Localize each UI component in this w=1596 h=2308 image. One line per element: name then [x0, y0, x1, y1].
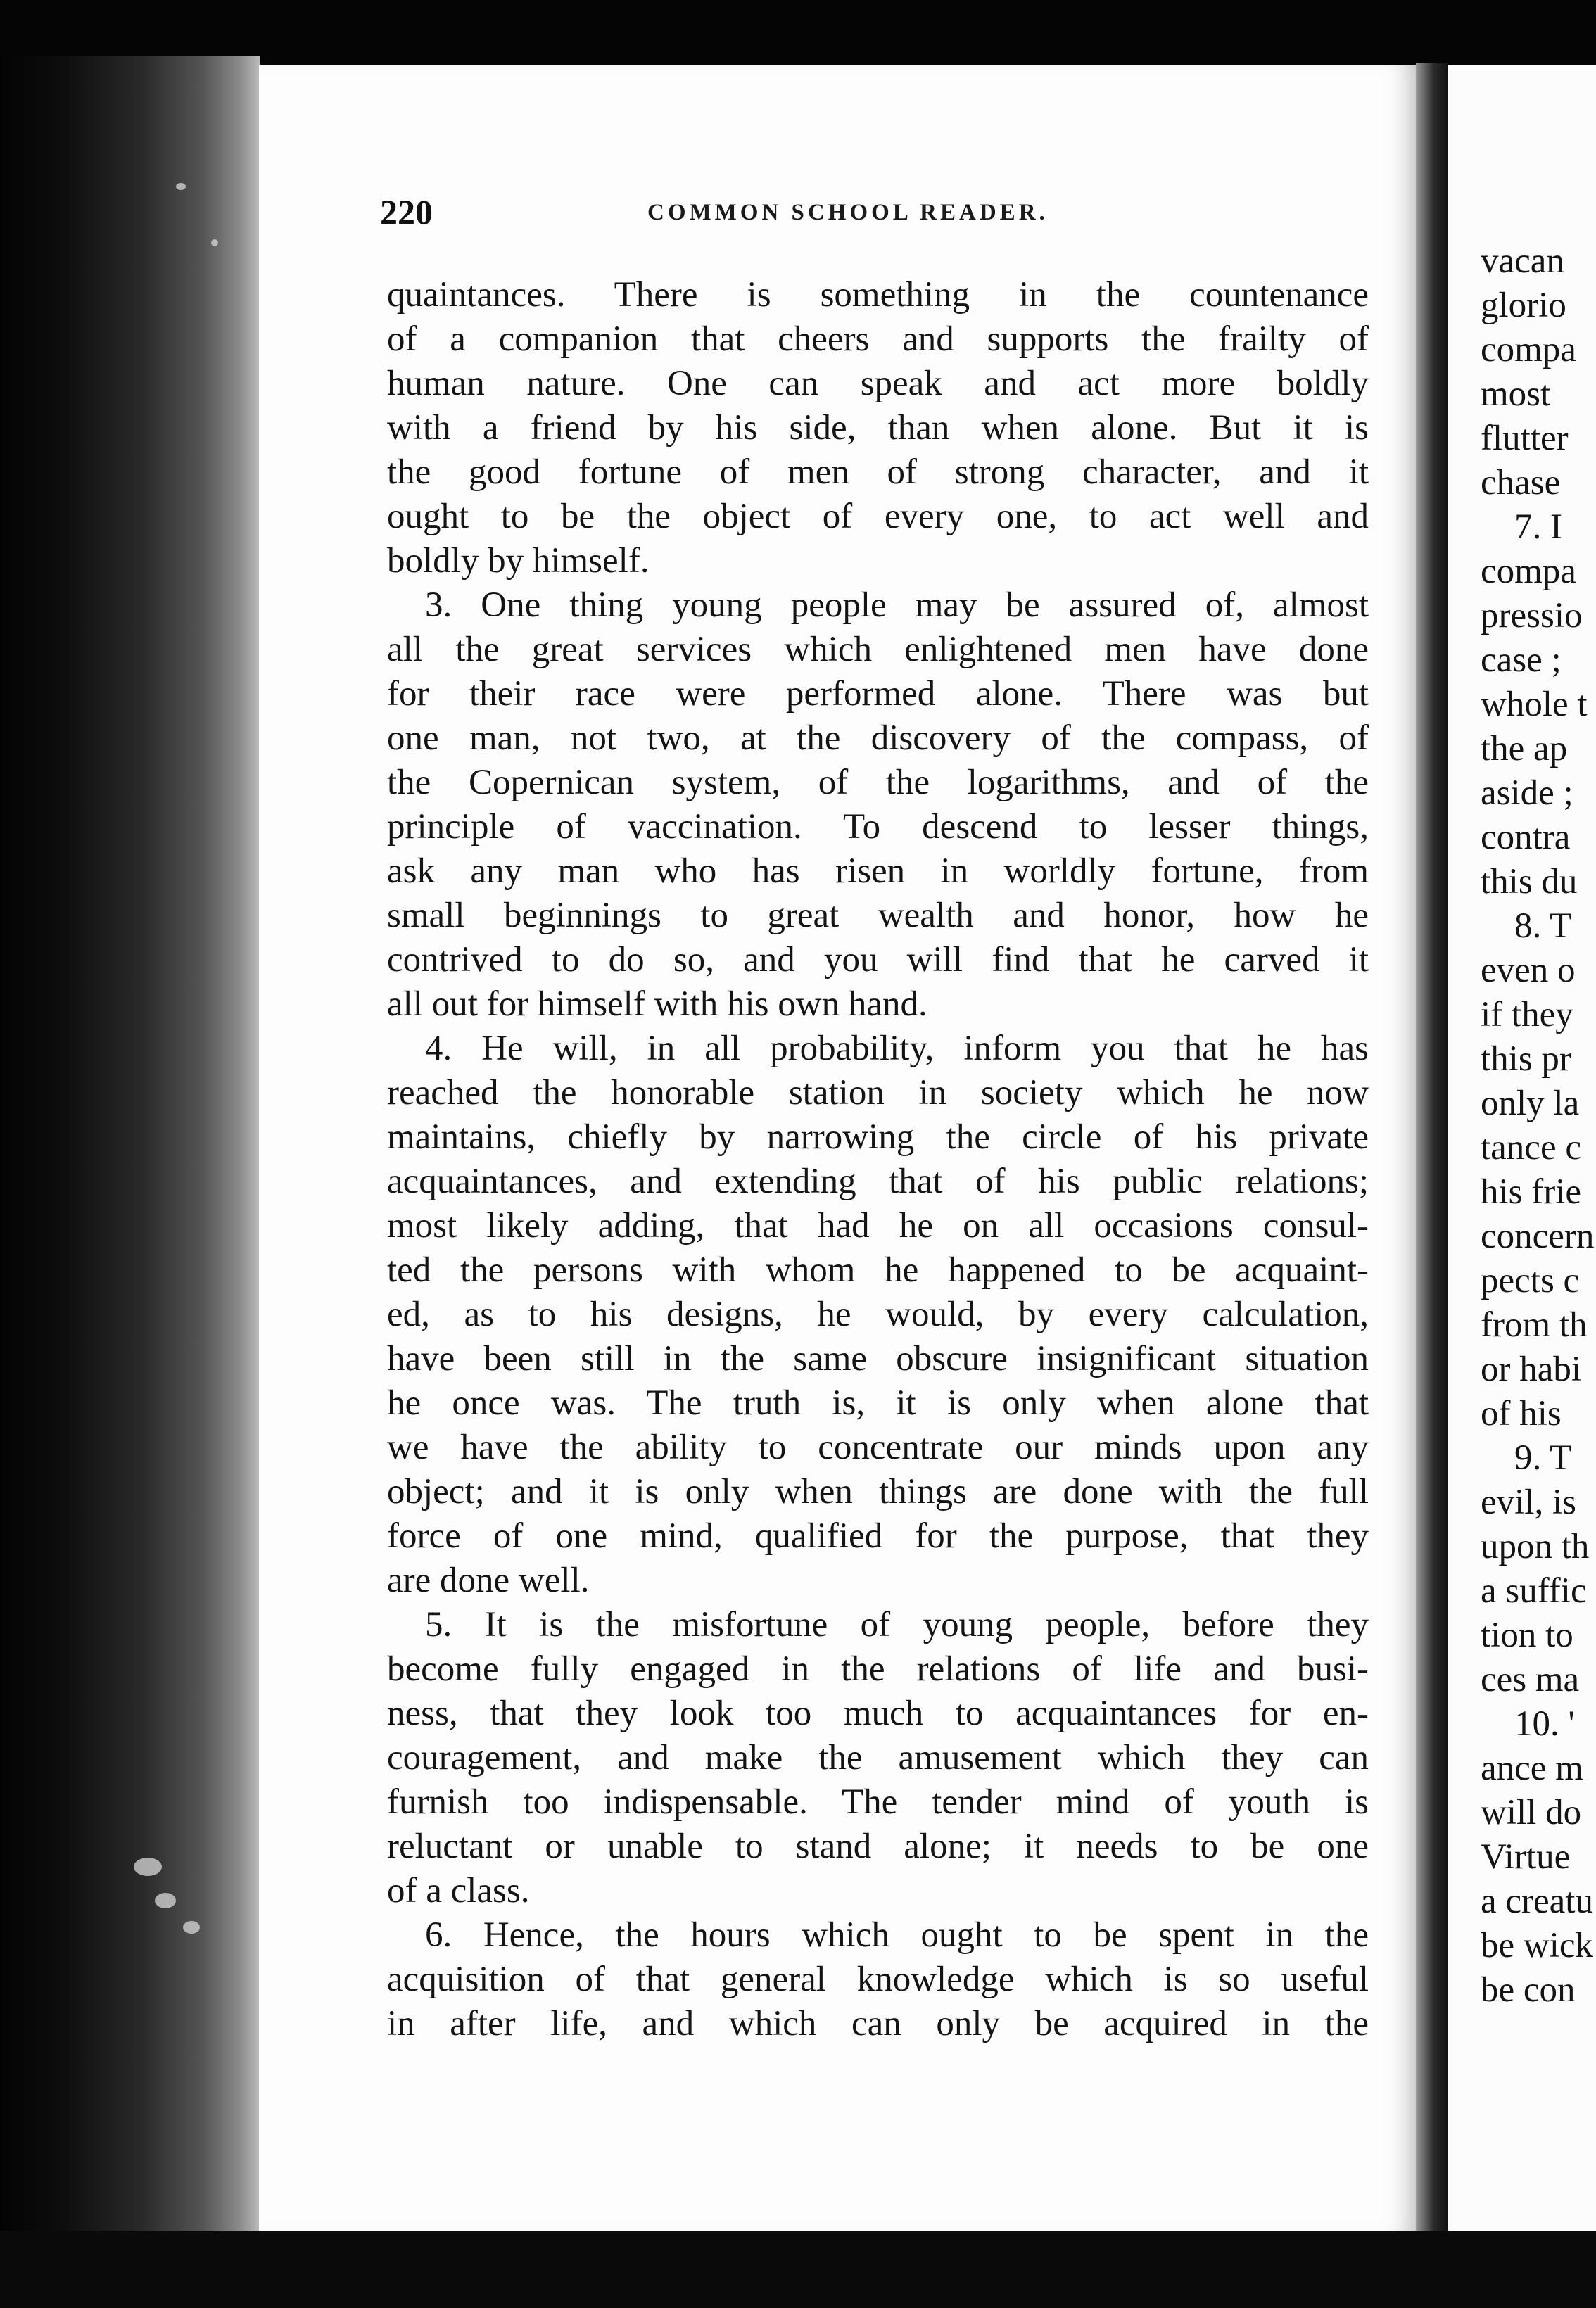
page-number: 220	[380, 192, 433, 232]
facing-text-line: 8. T	[1514, 906, 1572, 946]
text-line: acquaintances, and extending that of his public relations;	[387, 1162, 1369, 1201]
facing-text-line: pects c	[1481, 1261, 1580, 1300]
text-line: he once was. The truth is, it is only when alone that	[387, 1383, 1369, 1423]
body-text	[387, 273, 1369, 2046]
facing-text-line: if they	[1481, 995, 1573, 1034]
text-line: are done well.	[387, 1561, 590, 1600]
book-gutter	[1416, 63, 1448, 2238]
text-line: all the great services which enlightened men have done	[387, 630, 1369, 669]
text-line: 5. It is the misfortune of young people, before they	[425, 1605, 1369, 1644]
text-line: the Copernican system, of the logarithms, and of the	[387, 763, 1369, 802]
facing-text-line: 7. I	[1514, 507, 1562, 547]
facing-text-line: the ap	[1481, 729, 1568, 768]
facing-text-line: only la	[1481, 1084, 1580, 1123]
facing-text-line: be con	[1481, 1970, 1576, 2010]
text-line: one man, not two, at the discovery of the compass, of	[387, 718, 1369, 758]
text-line: with a friend by his side, than when alone. But it is	[387, 408, 1369, 448]
facing-text-line: aside ;	[1481, 773, 1573, 813]
text-line: all out for himself with his own hand.	[387, 984, 927, 1024]
facing-page-text	[1481, 239, 1596, 2012]
facing-text-line: chase	[1481, 463, 1561, 502]
facing-text-line: tance c	[1481, 1128, 1581, 1167]
facing-text-line: most	[1481, 374, 1551, 414]
facing-text-line: will do	[1481, 1793, 1582, 1832]
text-line: ness, that they look too much to acquaintances for en-	[387, 1694, 1369, 1733]
facing-text-line: case ;	[1481, 640, 1562, 680]
facing-text-line: ance m	[1481, 1749, 1583, 1788]
text-line: furnish too indispensable. The tender mind of youth is	[387, 1782, 1369, 1822]
text-line: ted the persons with whom he happened to be acquaint-	[387, 1250, 1369, 1290]
text-line: 3. One thing young people may be assured of, almost	[425, 585, 1369, 625]
text-line: of a class.	[387, 1871, 530, 1910]
facing-text-line: evil, is	[1481, 1483, 1576, 1522]
text-line: principle of vaccination. To descend to lesser things,	[387, 807, 1369, 847]
text-line: become fully engaged in the relations of life and busi-	[387, 1649, 1369, 1689]
text-line: quaintances. There is something in the countenance	[387, 275, 1369, 315]
facing-text-line: compa	[1481, 330, 1576, 369]
facing-text-line: this du	[1481, 862, 1578, 901]
facing-text-line: even o	[1481, 951, 1576, 990]
facing-text-line: glorio	[1481, 286, 1566, 325]
text-line: have been still in the same obscure insignificant situation	[387, 1339, 1369, 1378]
facing-text-line: whole t	[1481, 685, 1588, 724]
text-line: in after life, and which can only be acquired in the	[387, 2004, 1369, 2043]
text-line: object; and it is only when things are done with the full	[387, 1472, 1369, 1511]
scan-speck	[183, 1921, 200, 1934]
text-line: we have the ability to concentrate our minds upon any	[387, 1428, 1369, 1467]
text-line: ought to be the object of every one, to act well and	[387, 497, 1369, 536]
text-line: the good fortune of men of strong character, and it	[387, 452, 1369, 492]
text-line: boldly by himself.	[387, 541, 650, 581]
scan-speck	[176, 183, 186, 190]
facing-text-line: contra	[1481, 818, 1571, 857]
facing-text-line: be wick	[1481, 1926, 1594, 1965]
text-line: force of one mind, qualified for the purpose, that they	[387, 1516, 1369, 1556]
text-line: contrived to do so, and you will find that he carved it	[387, 940, 1369, 979]
facing-text-line: 9. T	[1514, 1438, 1572, 1478]
book-spine-edge	[0, 56, 260, 2308]
text-line: of a companion that cheers and supports the frailty of	[387, 319, 1369, 359]
scan-speck	[155, 1893, 176, 1908]
text-line: reached the honorable station in society which he now	[387, 1073, 1369, 1112]
facing-text-line: 10. '	[1514, 1704, 1575, 1744]
running-head: COMMON SCHOOL READER.	[647, 200, 1049, 225]
text-line: human nature. One can speak and act more boldly	[387, 364, 1369, 403]
facing-text-line: Virtue	[1481, 1837, 1571, 1877]
text-line: 4. He will, in all probability, inform you that he has	[425, 1029, 1369, 1068]
facing-text-line: a suffic	[1481, 1571, 1587, 1611]
facing-text-line: or habi	[1481, 1350, 1582, 1389]
facing-text-line: vacan	[1481, 241, 1564, 281]
facing-text-line: of his	[1481, 1394, 1562, 1433]
scan-speck	[211, 239, 218, 246]
facing-text-line: ces ma	[1481, 1660, 1580, 1699]
text-line: most likely adding, that had he on all occasions consul-	[387, 1206, 1369, 1245]
facing-text-line: this pr	[1481, 1039, 1571, 1079]
text-line: small beginnings to great wealth and honor, how he	[387, 896, 1369, 935]
scan-speck	[134, 1858, 162, 1876]
facing-text-line: upon th	[1481, 1527, 1590, 1566]
facing-text-line: flutter	[1481, 419, 1569, 458]
facing-text-line: compa	[1481, 552, 1576, 591]
text-line: ed, as to his designs, he would, by every calculation,	[387, 1295, 1369, 1334]
text-line: couragement, and make the amusement which they can	[387, 1738, 1369, 1777]
scan-bottom-border	[0, 2231, 1596, 2308]
facing-text-line: concern	[1481, 1217, 1595, 1256]
facing-text-line: his frie	[1481, 1172, 1582, 1212]
facing-text-line: from th	[1481, 1305, 1588, 1345]
text-line: maintains, chiefly by narrowing the circle of his private	[387, 1117, 1369, 1157]
facing-text-line: tion to	[1481, 1616, 1573, 1655]
page-header	[380, 191, 1365, 234]
text-line: acquisition of that general knowledge which is so useful	[387, 1960, 1369, 1999]
text-line: 6. Hence, the hours which ought to be spent in the	[425, 1915, 1369, 1955]
text-line: reluctant or unable to stand alone; it needs to be one	[387, 1827, 1369, 1866]
text-line: ask any man who has risen in worldly fortune, from	[387, 851, 1369, 891]
text-line: for their race were performed alone. There was but	[387, 674, 1369, 714]
facing-text-line: pressio	[1481, 596, 1583, 635]
facing-text-line: a creatu	[1481, 1882, 1593, 1921]
